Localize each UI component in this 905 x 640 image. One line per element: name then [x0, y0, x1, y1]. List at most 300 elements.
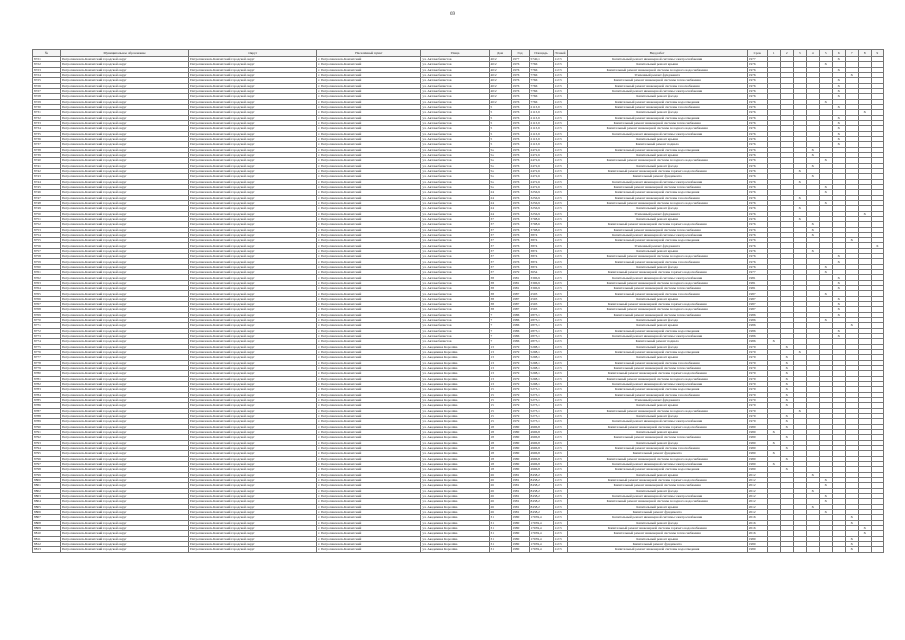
cell-area: 3654: [529, 270, 553, 275]
cell-mark-6: X: [832, 296, 845, 301]
cell-municipality: Петропавловск-Камчатский городской округ: [61, 344, 189, 349]
cell-street: ул. Автомобилистов: [421, 94, 489, 99]
cell-mark-6: X: [832, 104, 845, 109]
cell-mark-6: X: [832, 78, 845, 83]
cell-year: 1976: [511, 179, 529, 184]
cell-fl: 1/2/3: [553, 184, 567, 189]
cell-street: ул. Автомобилистов: [421, 238, 489, 243]
cell-street: ул. Академика Королёва: [421, 541, 489, 546]
cell-district: Петропавловск-Камчатский городской округ: [189, 328, 317, 333]
cell-area: 5298,1: [529, 371, 553, 376]
cell-work: Капитальный ремонт инженерной системы газоснабжения: [567, 291, 747, 296]
cell-district: Петропавловск-Камчатский городской округ: [189, 78, 317, 83]
cell-work: Капитальный ремонт инженерной системы газоснабжения: [567, 360, 747, 365]
cell-mark-2: X: [780, 403, 793, 408]
cell-district: Петропавловск-Камчатский городской округ: [189, 419, 317, 424]
cell-n: 8809: [33, 525, 61, 530]
cell-year: 1981: [511, 509, 529, 514]
cell-house: 18: [489, 440, 511, 445]
cell-street: ул. Академика Королёва: [421, 461, 489, 466]
column-header: Дом: [489, 50, 511, 57]
cell-work: Капитальный ремонт инженерной системы холодного водоснабжения: [567, 254, 747, 259]
cell-house: 40/2: [489, 94, 511, 99]
cell-mark-4: X: [806, 163, 819, 168]
cell-fl: 1/2/3: [553, 78, 567, 83]
cell-area: 4996,8: [529, 440, 553, 445]
cell-n: 8778: [33, 360, 61, 365]
cell-mark-6: X: [832, 57, 845, 62]
cell-street: ул. Автомобилистов: [421, 270, 489, 275]
cell-fl: 1/2/3: [553, 57, 567, 62]
cell-n: 8735: [33, 131, 61, 136]
cell-street: ул. Автомобилистов: [421, 275, 489, 280]
cell-area: 2113,9: [529, 126, 553, 131]
cell-municipality: Петропавловск-Камчатский городской округ: [61, 120, 189, 125]
column-header: Год: [511, 50, 529, 57]
cell-n: 8725: [33, 78, 61, 83]
cell-term: 1976: [747, 216, 767, 221]
cell-mark-3: X: [793, 168, 806, 173]
cell-fl: 1/2/3: [553, 115, 567, 120]
cell-municipality: Петропавловск-Камчатский городской округ: [61, 158, 189, 163]
cell-mark-3: X: [793, 350, 806, 355]
cell-fl: 1/2/3: [553, 398, 567, 403]
cell-n: 8763: [33, 280, 61, 285]
cell-municipality: Петропавловск-Камчатский городской округ: [61, 323, 189, 328]
cell-mark-5: X: [819, 318, 832, 323]
cell-area: 5298,1: [529, 344, 553, 349]
cell-mark-8: X: [858, 525, 871, 530]
cell-fl: 1/2/3: [553, 541, 567, 546]
cell-locality: г. Петропавловск-Камчатский: [317, 398, 421, 403]
cell-municipality: Петропавловск-Камчатский городской округ: [61, 398, 189, 403]
cell-work: Капитальный ремонт крыши: [567, 504, 747, 509]
cell-house: 37: [489, 227, 511, 232]
cell-municipality: Петропавловск-Камчатский городской округ: [61, 440, 189, 445]
cell-district: Петропавловск-Камчатский городской округ: [189, 296, 317, 301]
cell-work: Капитальный ремонт фасада: [567, 110, 747, 115]
cell-mark-6: X: [832, 88, 845, 93]
cell-house: 13: [489, 355, 511, 360]
cell-area: 5298,1: [529, 366, 553, 371]
cell-work: Капитальный ремонт инженерной системы электроснабжения: [567, 275, 747, 280]
cell-area: 7766: [529, 88, 553, 93]
cell-municipality: Петропавловск-Камчатский городской округ: [61, 72, 189, 77]
cell-fl: 1/2/3: [553, 248, 567, 253]
cell-term: 1979: [747, 392, 767, 397]
cell-term: 1986: [747, 339, 767, 344]
cell-street: ул. Автомобилистов: [421, 104, 489, 109]
cell-municipality: Петропавловск-Камчатский городской округ: [61, 222, 189, 227]
cell-n: 8776: [33, 350, 61, 355]
cell-year: 1979: [511, 344, 529, 349]
cell-locality: г. Петропавловск-Камчатский: [317, 392, 421, 397]
cell-term: 1979: [747, 398, 767, 403]
cell-mark-2: X: [780, 371, 793, 376]
cell-work: Капитальный ремонт крыши: [567, 216, 747, 221]
cell-mark-6: X: [832, 120, 845, 125]
cell-house: 7: [489, 323, 511, 328]
cell-municipality: Петропавловск-Камчатский городской округ: [61, 520, 189, 525]
cell-n: 8802: [33, 488, 61, 493]
cell-house: 5а: [489, 179, 511, 184]
cell-mark-4: X: [806, 174, 819, 179]
cell-term: 1976: [747, 152, 767, 157]
cell-year: 1987: [511, 291, 529, 296]
cell-term: 1976: [747, 158, 767, 163]
cell-mark-6: X: [832, 302, 845, 307]
cell-house: 5а: [489, 174, 511, 179]
cell-mark-4: X: [806, 232, 819, 237]
cell-fl: 1/2/3: [553, 200, 567, 205]
cell-work: Капитальный ремонт инженерной системы горячего водоснабжения: [567, 270, 747, 275]
cell-mark-3: X: [793, 179, 806, 184]
cell-locality: г. Петропавловск-Камчатский: [317, 525, 421, 530]
cell-fl: 1/2/3: [553, 163, 567, 168]
cell-house: 37: [489, 270, 511, 275]
cell-work: Капитальный ремонт фасада: [567, 206, 747, 211]
column-header: Улица: [421, 50, 489, 57]
cell-work: Капитальный ремонт подвала: [567, 339, 747, 344]
cell-term: 1986: [747, 328, 767, 333]
cell-municipality: Петропавловск-Камчатский городской округ: [61, 206, 189, 211]
cell-district: Петропавловск-Камчатский городской округ: [189, 142, 317, 147]
cell-n: 8796: [33, 456, 61, 461]
cell-n: 8800: [33, 477, 61, 482]
cell-locality: г. Петропавловск-Камчатский: [317, 232, 421, 237]
cell-term: 1976: [747, 232, 767, 237]
cell-mark-8: [858, 547, 871, 552]
cell-term: 1976: [747, 163, 767, 168]
cell-fl: 1/2/3: [553, 509, 567, 514]
cell-term: 1976: [747, 78, 767, 83]
cell-area: 3874: [529, 264, 553, 269]
cell-n: 8759: [33, 259, 61, 264]
cell-municipality: Петропавловск-Камчатский городской округ: [61, 243, 189, 248]
cell-n: 8777: [33, 355, 61, 360]
register-table: [32, 49, 884, 553]
cell-term: 2012: [747, 483, 767, 488]
cell-work: Капитальный ремонт инженерной системы водоотведения: [567, 115, 747, 120]
cell-mark-5: X: [819, 99, 832, 104]
cell-municipality: Петропавловск-Камчатский городской округ: [61, 264, 189, 269]
cell-area: 17039,4: [529, 547, 553, 552]
cell-work: Капитальный ремонт инженерной системы электроснабжения: [567, 232, 747, 237]
column-header: 6: [832, 50, 845, 57]
cell-year: 1979: [511, 366, 529, 371]
cell-district: Петропавловск-Камчатский городской округ: [189, 259, 317, 264]
cell-work: Капитальный ремонт инженерной системы водоотведения: [567, 328, 747, 333]
cell-locality: г. Петропавловск-Камчатский: [317, 307, 421, 312]
cell-municipality: Петропавловск-Камчатский городской округ: [61, 142, 189, 147]
cell-term: 1980: [747, 467, 767, 472]
cell-house: 24: [489, 195, 511, 200]
cell-year: 1986: [511, 339, 529, 344]
cell-municipality: Петропавловск-Камчатский городской округ: [61, 238, 189, 243]
cell-area: 7766: [529, 62, 553, 67]
cell-mark-5: X: [819, 499, 832, 504]
cell-street: ул. Академика Королёва: [421, 413, 489, 418]
cell-fl: 1/2/3: [553, 547, 567, 552]
cell-n: 8754: [33, 232, 61, 237]
cell-district: Петропавловск-Камчатский городской округ: [189, 243, 317, 248]
cell-area: 3798,6: [529, 222, 553, 227]
cell-municipality: Петропавловск-Камчатский городской округ: [61, 382, 189, 387]
cell-mark-3: X: [793, 216, 806, 221]
cell-area: 3874: [529, 238, 553, 243]
cell-municipality: Петропавловск-Камчатский городской округ: [61, 211, 189, 216]
cell-municipality: Петропавловск-Камчатский городской округ: [61, 259, 189, 264]
cell-municipality: Петропавловск-Камчатский городской округ: [61, 307, 189, 312]
cell-street: ул. Автомобилистов: [421, 248, 489, 253]
cell-fl: 1/2/3: [553, 243, 567, 248]
cell-term: 1979: [747, 350, 767, 355]
cell-street: ул. Академика Королёва: [421, 408, 489, 413]
cell-street: ул. Академика Королёва: [421, 493, 489, 498]
cell-area: 8438,2: [529, 493, 553, 498]
cell-house: 26: [489, 499, 511, 504]
cell-work: Капитальный ремонт фасада: [567, 520, 747, 525]
cell-n: 8793: [33, 440, 61, 445]
cell-locality: г. Петропавловск-Камчатский: [317, 493, 421, 498]
cell-district: Петропавловск-Камчатский городской округ: [189, 536, 317, 541]
cell-n: 8751: [33, 216, 61, 221]
cell-mark-9: X: [871, 243, 883, 248]
cell-house: 38: [489, 275, 511, 280]
cell-fl: 1/2/3: [553, 488, 567, 493]
cell-district: Петропавловск-Камчатский городской округ: [189, 355, 317, 360]
cell-year: 1976: [511, 142, 529, 147]
cell-house: 7: [489, 312, 511, 317]
cell-mark-5: X: [819, 291, 832, 296]
cell-street: ул. Академика Королёва: [421, 536, 489, 541]
cell-area: 2472,6: [529, 152, 553, 157]
cell-municipality: Петропавловск-Камчатский городской округ: [61, 477, 189, 482]
cell-street: ул. Академика Королёва: [421, 509, 489, 514]
cell-locality: г. Петропавловск-Камчатский: [317, 200, 421, 205]
cell-n: 8785: [33, 398, 61, 403]
cell-fl: 1/2/3: [553, 531, 567, 536]
cell-fl: 1/2/3: [553, 110, 567, 115]
cell-municipality: Петропавловск-Камчатский городской округ: [61, 339, 189, 344]
cell-work: Капитальный ремонт инженерной системы горячего водоснабжения: [567, 302, 747, 307]
cell-street: ул. Автомобилистов: [421, 131, 489, 136]
cell-mark-5: X: [819, 270, 832, 275]
cell-year: 1987: [511, 307, 529, 312]
cell-district: Петропавловск-Камчатский городской округ: [189, 286, 317, 291]
cell-district: Петропавловск-Камчатский городской округ: [189, 440, 317, 445]
cell-mark-5: X: [819, 184, 832, 189]
cell-municipality: Петропавловск-Камчатский городской округ: [61, 429, 189, 434]
cell-district: Петропавловск-Камчатский городской округ: [189, 515, 317, 520]
cell-work: Капитальный ремонт фасада: [567, 440, 747, 445]
table-row: [33, 547, 884, 552]
cell-work: Капитальный ремонт инженерной системы теплоснабжения: [567, 366, 747, 371]
cell-year: 1976: [511, 227, 529, 232]
cell-mark-6: X: [832, 94, 845, 99]
cell-house: 37: [489, 248, 511, 253]
cell-house: 7: [489, 339, 511, 344]
cell-mark-7: X: [845, 547, 858, 552]
cell-house: 26: [489, 509, 511, 514]
cell-mark-6: X: [832, 115, 845, 120]
cell-street: ул. Автомобилистов: [421, 99, 489, 104]
cell-municipality: Петропавловск-Камчатский городской округ: [61, 536, 189, 541]
cell-work: Капитальный ремонт инженерной системы теплоснабжения: [567, 435, 747, 440]
cell-district: Петропавловск-Камчатский городской округ: [189, 350, 317, 355]
cell-term: 2012: [747, 493, 767, 498]
column-header: 9: [871, 50, 883, 57]
cell-district: Петропавловск-Камчатский городской округ: [189, 72, 317, 77]
cell-district: Петропавловск-Камчатский городской округ: [189, 382, 317, 387]
cell-street: ул. Автомобилистов: [421, 168, 489, 173]
cell-n: 8742: [33, 168, 61, 173]
cell-locality: г. Петропавловск-Камчатский: [317, 195, 421, 200]
cell-fl: 1/2/3: [553, 350, 567, 355]
cell-mark-2: X: [780, 419, 793, 424]
cell-fl: 1/2/3: [553, 355, 567, 360]
cell-municipality: Петропавловск-Камчатский городской округ: [61, 179, 189, 184]
cell-municipality: Петропавловск-Камчатский городской округ: [61, 190, 189, 195]
cell-year: 1976: [511, 152, 529, 157]
cell-house: 31: [489, 515, 511, 520]
cell-year: 1976: [511, 174, 529, 179]
cell-n: 8750: [33, 211, 61, 216]
cell-fl: 1/2/3: [553, 392, 567, 397]
cell-area: 3874: [529, 243, 553, 248]
cell-district: Петропавловск-Камчатский городской округ: [189, 504, 317, 509]
cell-locality: г. Петропавловск-Камчатский: [317, 323, 421, 328]
cell-area: 3256,9: [529, 190, 553, 195]
cell-n: 8806: [33, 509, 61, 514]
cell-mark-5: X: [819, 483, 832, 488]
cell-fl: 1/2/3: [553, 435, 567, 440]
cell-n: 8789: [33, 419, 61, 424]
cell-work: Капитальный ремонт фундамента: [567, 174, 747, 179]
cell-term: 1976: [747, 190, 767, 195]
cell-year: 1976: [511, 190, 529, 195]
cell-municipality: Петропавловск-Камчатский городской округ: [61, 78, 189, 83]
cell-area: 5273,1: [529, 413, 553, 418]
cell-locality: г. Петропавловск-Камчатский: [317, 318, 421, 323]
cell-locality: г. Петропавловск-Камчатский: [317, 366, 421, 371]
cell-locality: г. Петропавловск-Камчатский: [317, 472, 421, 477]
cell-mark-6: X: [832, 254, 845, 259]
cell-house: 13: [489, 360, 511, 365]
cell-year: 1980: [511, 424, 529, 429]
cell-area: 2503: [529, 307, 553, 312]
cell-house: 5: [489, 104, 511, 109]
cell-street: ул. Автомобилистов: [421, 174, 489, 179]
cell-year: 1976: [511, 168, 529, 173]
cell-street: ул. Академика Королёва: [421, 520, 489, 525]
column-header: Вид работ: [567, 50, 747, 57]
column-header: Населённый пункт: [317, 50, 421, 57]
cell-district: Петропавловск-Камчатский городской округ: [189, 200, 317, 205]
cell-n: 8752: [33, 222, 61, 227]
cell-locality: г. Петропавловск-Камчатский: [317, 179, 421, 184]
cell-work: Капитальный ремонт инженерной системы водоотведения: [567, 547, 747, 552]
cell-area: 2472,6: [529, 179, 553, 184]
cell-mark-7: X: [845, 323, 858, 328]
cell-year: 1980: [511, 429, 529, 434]
cell-house: 15: [489, 392, 511, 397]
cell-municipality: Петропавловск-Камчатский городской округ: [61, 419, 189, 424]
cell-municipality: Петропавловск-Камчатский городской округ: [61, 499, 189, 504]
cell-year: 1986: [511, 312, 529, 317]
cell-street: ул. Автомобилистов: [421, 259, 489, 264]
cell-n: 8746: [33, 190, 61, 195]
cell-municipality: Петропавловск-Камчатский городской округ: [61, 483, 189, 488]
cell-mark-6: X: [832, 83, 845, 88]
cell-term: 1976: [747, 72, 767, 77]
cell-fl: 1/2/3: [553, 120, 567, 125]
cell-fl: 1/2/3: [553, 408, 567, 413]
cell-area: 5273,1: [529, 387, 553, 392]
cell-area: 2503: [529, 291, 553, 296]
cell-mark-4: [806, 547, 819, 552]
cell-mark-1: X: [767, 440, 780, 445]
cell-work: Капитальный ремонт инженерной системы газоснабжения: [567, 445, 747, 450]
cell-municipality: Петропавловск-Камчатский городской округ: [61, 163, 189, 168]
cell-street: ул. Автомобилистов: [421, 312, 489, 317]
cell-term: 1976: [747, 126, 767, 131]
cell-term: 1976: [747, 179, 767, 184]
cell-street: ул. Автомобилистов: [421, 72, 489, 77]
cell-area: 5740,1: [529, 57, 553, 62]
cell-locality: г. Петропавловск-Камчатский: [317, 211, 421, 216]
cell-house: 18: [489, 456, 511, 461]
cell-locality: г. Петропавловск-Камчатский: [317, 408, 421, 413]
cell-area: 5273,1: [529, 403, 553, 408]
cell-work: Капитальный ремонт крыши: [567, 152, 747, 157]
cell-term: 1981: [747, 280, 767, 285]
cell-year: 1987: [511, 302, 529, 307]
cell-street: ул. Автомобилистов: [421, 211, 489, 216]
cell-fl: 1/2/3: [553, 275, 567, 280]
cell-area: 17039,4: [529, 525, 553, 530]
cell-area: 3874: [529, 248, 553, 253]
cell-term: 2016: [747, 515, 767, 520]
cell-year: 1976: [511, 126, 529, 131]
cell-locality: г. Петропавловск-Камчатский: [317, 451, 421, 456]
cell-locality: г. Петропавловск-Камчатский: [317, 126, 421, 131]
cell-locality: г. Петропавловск-Камчатский: [317, 360, 421, 365]
cell-mark-6: X: [832, 126, 845, 131]
cell-street: ул. Академика Королёва: [421, 350, 489, 355]
cell-mark-4: X: [806, 472, 819, 477]
cell-street: ул. Академика Королёва: [421, 440, 489, 445]
cell-house: 7: [489, 328, 511, 333]
cell-locality: г. Петропавловск-Камчатский: [317, 152, 421, 157]
cell-n: 8773: [33, 334, 61, 339]
cell-fl: 1/2/3: [553, 72, 567, 77]
cell-n: 8731: [33, 110, 61, 115]
cell-mark-1: [767, 547, 780, 552]
cell-district: Петропавловск-Камчатский городской округ: [189, 334, 317, 339]
cell-mark-4: X: [806, 152, 819, 157]
cell-locality: г. Петропавловск-Камчатский: [317, 291, 421, 296]
cell-fl: 1/2/3: [553, 323, 567, 328]
cell-mark-4: X: [806, 222, 819, 227]
cell-term: 2012: [747, 472, 767, 477]
cell-year: 1976: [511, 110, 529, 115]
cell-district: Петропавловск-Камчатский городской округ: [189, 88, 317, 93]
cell-mark-5: X: [819, 264, 832, 269]
cell-locality: г. Петропавловск-Камчатский: [317, 312, 421, 317]
cell-house: 24: [489, 190, 511, 195]
cell-work: Капитальный ремонт фасада: [567, 94, 747, 99]
